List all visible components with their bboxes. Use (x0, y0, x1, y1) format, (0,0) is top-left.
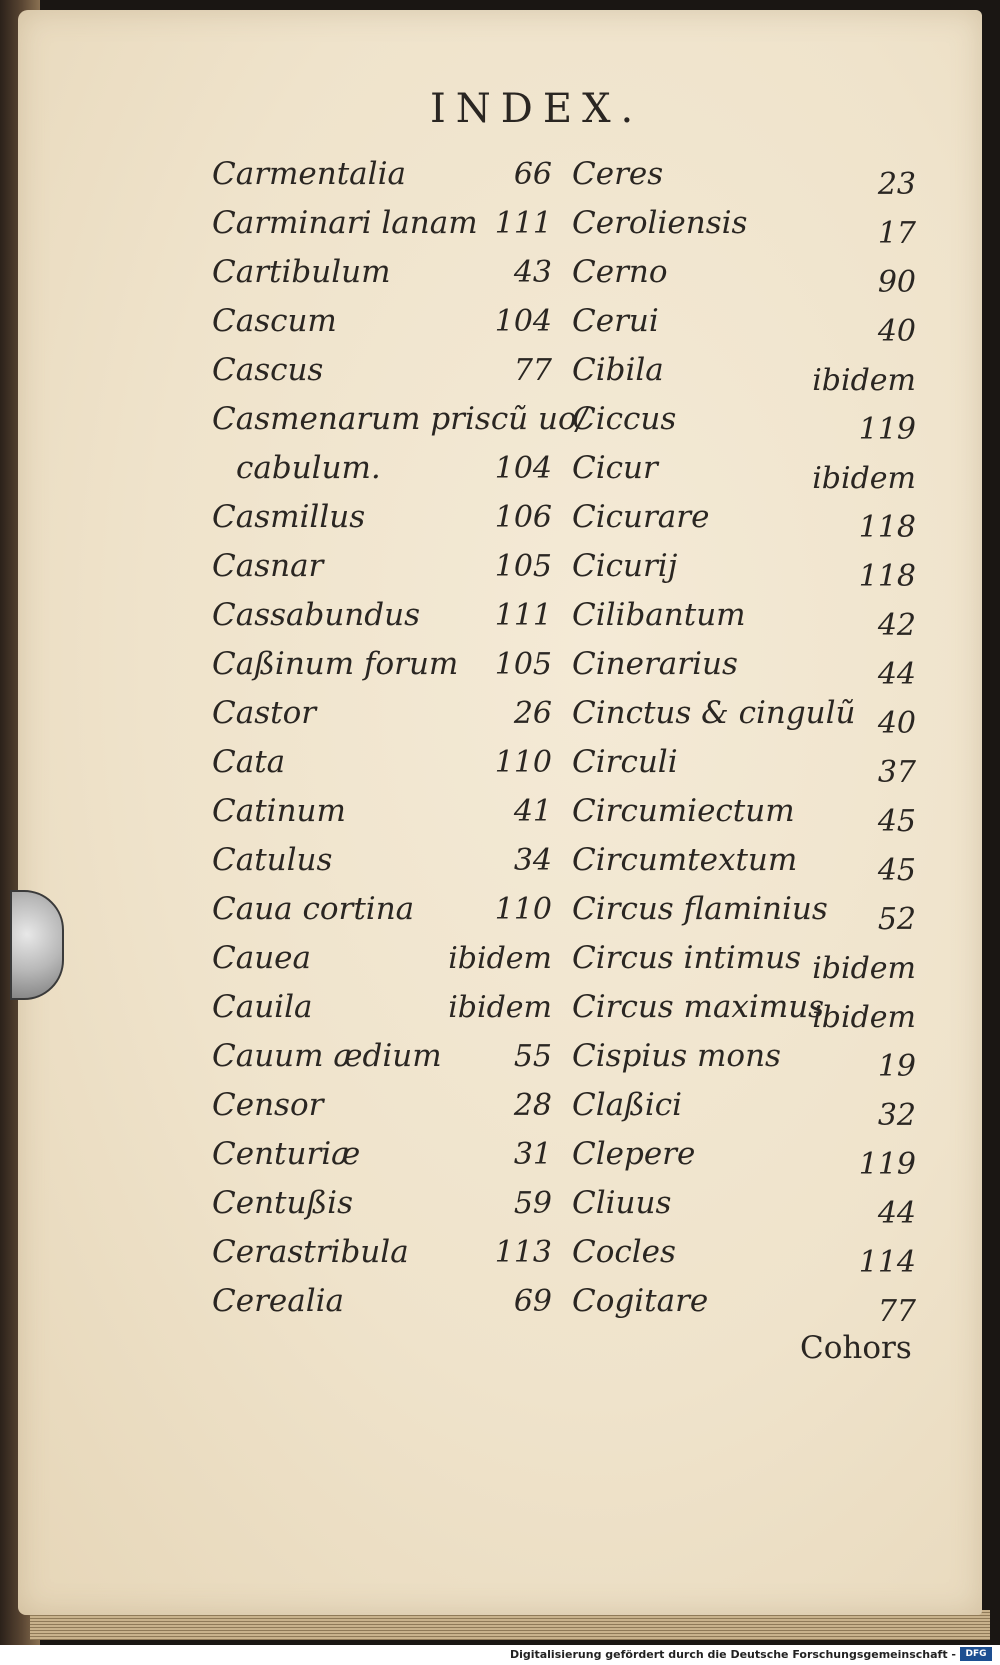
index-term: Cinctus & cingulũ (572, 695, 856, 731)
page-reference: 31 (513, 1137, 552, 1172)
index-entry (572, 395, 916, 447)
index-entry (572, 1277, 916, 1329)
page-title: INDEX. (430, 86, 644, 132)
page-reference: 34 (513, 843, 552, 878)
index-term: Castor (212, 695, 317, 731)
index-term: Casnar (212, 548, 324, 584)
index-entry (212, 297, 552, 346)
page-reference: 41 (513, 794, 552, 829)
index-entry (572, 689, 916, 741)
page-reference: ibidem (448, 990, 552, 1025)
index-term: Carmentalia (212, 156, 406, 192)
index-entry (212, 493, 552, 542)
page-reference: ibidem (812, 461, 916, 496)
page-reference: 52 (877, 902, 916, 937)
page-reference: 45 (877, 853, 916, 888)
index-entry (212, 885, 552, 934)
page-reference: 17 (877, 216, 916, 251)
page-reference: 119 (858, 412, 916, 447)
page-reference: 104 (494, 451, 552, 486)
index-entry (212, 199, 552, 248)
index-term: Cerealia (212, 1283, 345, 1319)
page-reference: 40 (877, 706, 916, 741)
index-entry (212, 1130, 552, 1179)
index-entry (572, 1228, 916, 1280)
index-entry (572, 983, 916, 1035)
page-reference: 105 (494, 647, 552, 682)
catchword: Cohors (800, 1330, 912, 1366)
page-reference: 110 (494, 892, 552, 927)
page-reference: 44 (877, 1196, 916, 1231)
page-reference: 40 (877, 314, 916, 349)
index-term: Cauea (212, 940, 311, 976)
index-entry (572, 1032, 916, 1084)
index-term: Caua cortina (212, 891, 415, 927)
index-term: Cerno (572, 254, 668, 290)
page-reference: 114 (858, 1245, 916, 1280)
index-entry (572, 542, 916, 594)
page-reference: 26 (513, 696, 552, 731)
page-reference: 105 (494, 549, 552, 584)
index-term: Cogitare (572, 1283, 709, 1319)
dfg-logo-icon: DFG (960, 1647, 992, 1661)
page-reference: 110 (494, 745, 552, 780)
page-reference: ibidem (812, 1000, 916, 1035)
page-reference: 59 (513, 1186, 552, 1221)
index-entry (212, 346, 552, 395)
index-term: Cicurij (572, 548, 678, 584)
index-term: Cerastribula (212, 1234, 409, 1270)
index-term: Censor (212, 1087, 324, 1123)
index-entry (572, 248, 916, 300)
index-term: Catinum (212, 793, 346, 829)
index-term: Cauila (212, 989, 313, 1025)
index-term: Catulus (212, 842, 333, 878)
page-reference: 55 (513, 1039, 552, 1074)
index-entry (212, 591, 552, 640)
page-reference: 118 (858, 510, 916, 545)
index-term: Cicur (572, 450, 658, 486)
index-entry (572, 493, 916, 545)
index-term: Casmenarum priscũ uo/ (212, 401, 588, 437)
index-entry (212, 1277, 552, 1326)
page-reference: ibidem (448, 941, 552, 976)
page-reference: 45 (877, 804, 916, 839)
index-term: Cassabundus (212, 597, 420, 633)
index-entry (572, 199, 916, 251)
index-entry (572, 885, 916, 937)
index-entry (212, 150, 552, 199)
page-reference: 66 (513, 157, 552, 192)
index-entry (212, 1081, 552, 1130)
footer-credit: Digitalisierung gefördert durch die Deutsche Forschungsgemeinschaft - (509, 1648, 956, 1661)
index-term: Cispius mons (572, 1038, 781, 1074)
index-term: Cocles (572, 1234, 676, 1270)
page-reference: 104 (494, 304, 552, 339)
index-entry (572, 640, 916, 692)
page-reference: 28 (513, 1088, 552, 1123)
page-reference: 113 (494, 1235, 552, 1270)
index-entry (212, 248, 552, 297)
index-term: Cliuus (572, 1185, 672, 1221)
page-reference: 119 (858, 1147, 916, 1182)
index-term: Cascum (212, 303, 337, 339)
index-entry (572, 444, 916, 496)
page-reference: 111 (494, 206, 552, 241)
page-reference: 111 (494, 598, 552, 633)
index-term: Cibila (572, 352, 664, 388)
index-entry (212, 1179, 552, 1228)
index-term: Cauum ædium (212, 1038, 442, 1074)
index-entry (572, 297, 916, 349)
page-reference: ibidem (812, 951, 916, 986)
page-reference: 118 (858, 559, 916, 594)
index-entry (212, 836, 552, 885)
index-term: Ciccus (572, 401, 677, 437)
index-entry (572, 591, 916, 643)
index-term: Ceroliensis (572, 205, 748, 241)
index-entry (212, 689, 552, 738)
page-reference: 77 (877, 1294, 916, 1329)
index-entry (572, 787, 916, 839)
index-term: Circus maximus (572, 989, 825, 1025)
index-entry (212, 1032, 552, 1081)
index-entry (212, 1228, 552, 1277)
index-term: Carminari lanam (212, 205, 478, 241)
page-reference: 37 (877, 755, 916, 790)
index-entry (212, 787, 552, 836)
index-term: Cinerarius (572, 646, 738, 682)
page-reference: 77 (513, 353, 552, 388)
index-term: Cerui (572, 303, 659, 339)
index-entry (572, 1179, 916, 1231)
index-term: Cascus (212, 352, 324, 388)
page-reference: 42 (877, 608, 916, 643)
index-term: Casmillus (212, 499, 366, 535)
index-term: Ceres (572, 156, 664, 192)
index-entry (212, 738, 552, 787)
index-term: Cilibantum (572, 597, 746, 633)
page-reference: 23 (877, 167, 916, 202)
metal-clasp (10, 890, 64, 1000)
index-term: Clepere (572, 1136, 696, 1172)
index-entry (212, 934, 552, 983)
index-term: Circus intimus (572, 940, 802, 976)
index-entry (212, 395, 588, 444)
index-term: Cicurare (572, 499, 710, 535)
index-term: Centuriæ (212, 1136, 361, 1172)
index-term: Cartibulum (212, 254, 391, 290)
page-reference: 90 (877, 265, 916, 300)
page-reference: 69 (513, 1284, 552, 1319)
index-term: Cata (212, 744, 286, 780)
index-entry (572, 934, 916, 986)
index-entry (212, 640, 552, 689)
index-entry (572, 346, 916, 398)
page-reference: 106 (494, 500, 552, 535)
index-column-left (212, 150, 588, 1326)
index-entry (212, 983, 552, 1032)
index-term: Circus flaminius (572, 891, 828, 927)
page-reference: 44 (877, 657, 916, 692)
index-term: Circuli (572, 744, 678, 780)
index-term: Circumiectum (572, 793, 795, 829)
index-term: Claßici (572, 1087, 683, 1123)
index-column-right (572, 150, 916, 1329)
page-reference: ibidem (812, 363, 916, 398)
page-reference: 32 (877, 1098, 916, 1133)
index-term: cabulum. (236, 450, 381, 486)
index-term: Caßinum forum (212, 646, 459, 682)
index-term: Centußis (212, 1185, 353, 1221)
index-entry (572, 738, 916, 790)
index-entry (572, 150, 916, 202)
index-entry (212, 444, 552, 493)
index-entry (572, 1081, 916, 1133)
index-entry (572, 1130, 916, 1182)
page-reference: 43 (513, 255, 552, 290)
page-reference: 19 (877, 1049, 916, 1084)
index-entry (212, 542, 552, 591)
index-entry (572, 836, 916, 888)
index-term: Circumtextum (572, 842, 798, 878)
